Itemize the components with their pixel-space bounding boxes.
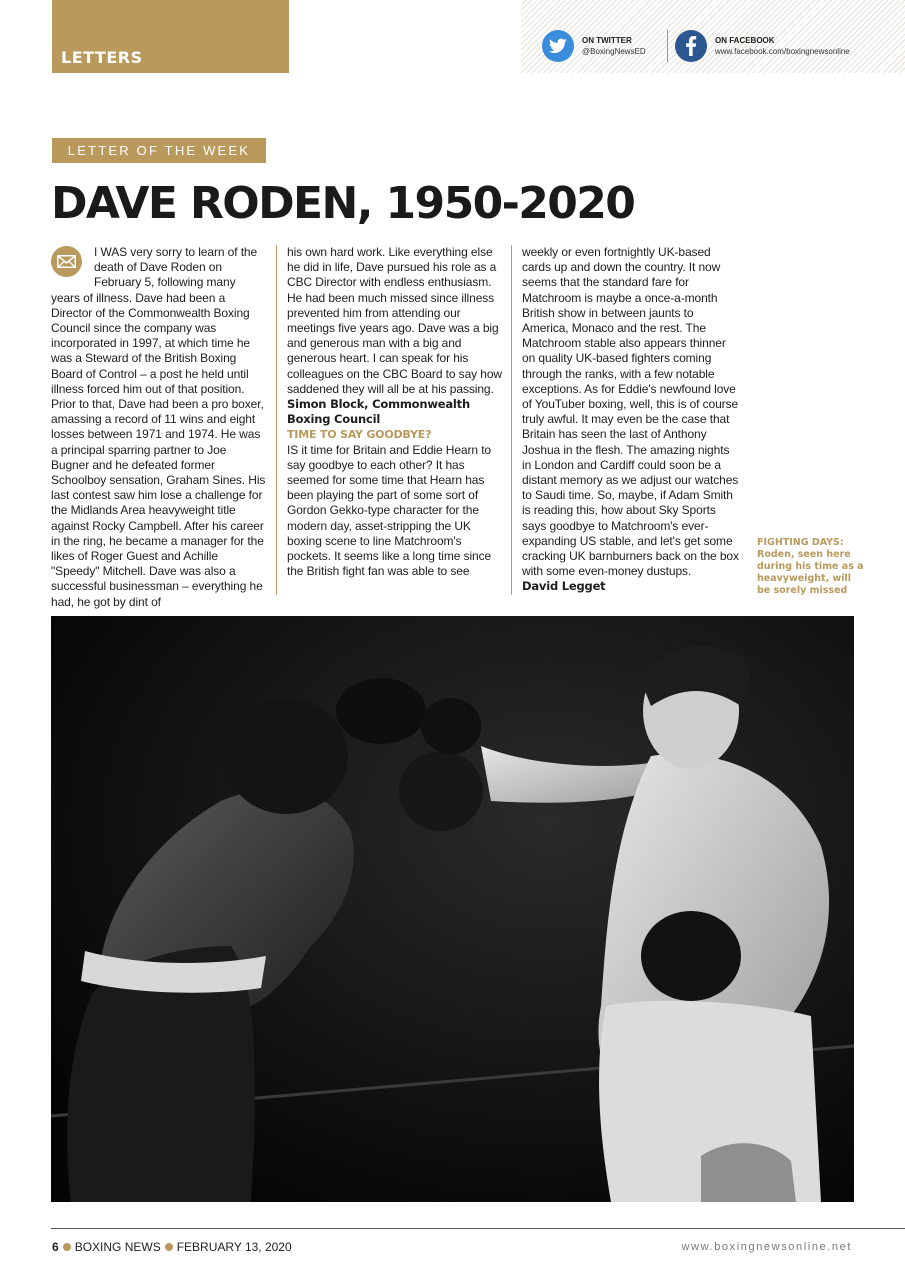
social-divider <box>667 30 668 62</box>
boxing-photo <box>51 616 854 1202</box>
footer-rule <box>51 1228 905 1229</box>
letter1-body-part1: I WAS very sorry to learn of the death of Dave Roden on February 5, following many years of illness. Dave had been a Director of the Commonwealth Boxing Council since the company was incorporated in 1997, at which time he was a Steward of the British Boxing Board of Control – a post he held until illness forced him out of that position. Prior to that, Dave had been a pro boxer, amassing a record of 11 wins and eight losses between 1971 and 1974. He was a principal sparring partner to Joe Bugner and he defeated former Schoolboy sensation, Graham Sines. His last contest saw him lose a challenge for the Midlands Area heavyweight title against Rocky Campbell. After his career in the ring, he became a manager for the likes of Roger Guest and Achille "Speedy" Mitchell. Dave was also a successful businessman – everything he had, he got by dint of <box>51 245 266 609</box>
issue-date: FEBRUARY 13, 2020 <box>176 1240 292 1254</box>
photo-caption: FIGHTING DAYS: Roden, seen here during his time as a heavyweight, will be sorely missed <box>757 537 864 596</box>
separator-dot <box>63 1243 71 1251</box>
twitter-link[interactable] <box>542 29 646 63</box>
facebook-url[interactable]: www.facebook.com/boxingnewsonline <box>715 47 850 56</box>
letter2-signoff: David Legget <box>522 579 606 594</box>
twitter-label: ON TWITTER <box>582 36 632 45</box>
website-url[interactable]: www.boxingnewsonline.net <box>681 1241 852 1253</box>
social-bar <box>521 0 905 73</box>
article-column-3 <box>522 245 740 595</box>
twitter-icon <box>542 30 574 62</box>
twitter-handle[interactable]: @BoxingNewsED <box>582 47 646 56</box>
letter2-body-part1: IS it time for Britain and Eddie Hearn to say goodbye to each other? It has seemed for some time that Hearn has been playing the part of some sort of Gordon Gekko-type character for the modern day, asset-stripping the UK boxing scene to line Matchroom's pockets. It seems like a long time since the British fight fan was able to see <box>287 442 492 579</box>
facebook-icon <box>675 30 707 62</box>
page-number: 6 <box>52 1240 59 1254</box>
footer-folio <box>52 1240 292 1254</box>
letter2-body-part2: weekly or even fortnightly UK-based cards up and down the country. It now seems that the standard fare for Matchroom is maybe a once-a-month British show in between jaunts to America, Monaco and the rest. The Matchroom stable also appears thinner on quality UK-based fighters coming through the ranks, with a few notable exceptions. As for Eddie's newfound love of YouTuber boxing, well, this is of course truly awful. It may even be the case that Britain has seen the last of Anthony Joshua in the flesh. The amazing nights in London and Cardiff could soon be a distant memory as we adjust our watches to Saudi time. So, maybe, if Adam Smith is reading this, how about Sky Sports says goodbye to Matchroom's ever-expanding US stable, and let's get some cracking UK barnburners back on the box with some even-money dustups. <box>522 245 739 579</box>
facebook-link[interactable] <box>675 29 850 63</box>
letter2-subhead: TIME TO SAY GOODBYE? <box>287 428 432 442</box>
letter1-body-part2: his own hard work. Like everything else he did in life, Dave pursued his role as a CBC Director with endless enthusiasm. He had been much missed since illness prevented him from attending our meetings five years ago. Dave was a big and generous man with a big and generous heart. I can speak for his colleagues on the CBC Board to say how saddened they will all be at his passing. <box>287 245 502 396</box>
article-column-1 <box>51 245 266 610</box>
letter1-signoff: Simon Block, Commonwealth Boxing Council <box>287 397 470 427</box>
page-title: DAVE RODEN, 1950-2020 <box>51 178 635 229</box>
facebook-label: ON FACEBOOK <box>715 36 775 45</box>
column-rule <box>276 245 277 595</box>
section-label: LETTERS <box>61 48 143 67</box>
letter-of-the-week-kicker: LETTER OF THE WEEK <box>52 138 266 163</box>
column-rule <box>511 245 512 595</box>
section-tab <box>52 0 289 73</box>
envelope-icon <box>51 246 82 277</box>
separator-dot <box>165 1243 173 1251</box>
publication-name: BOXING NEWS <box>74 1240 161 1254</box>
article-column-2 <box>287 245 502 579</box>
